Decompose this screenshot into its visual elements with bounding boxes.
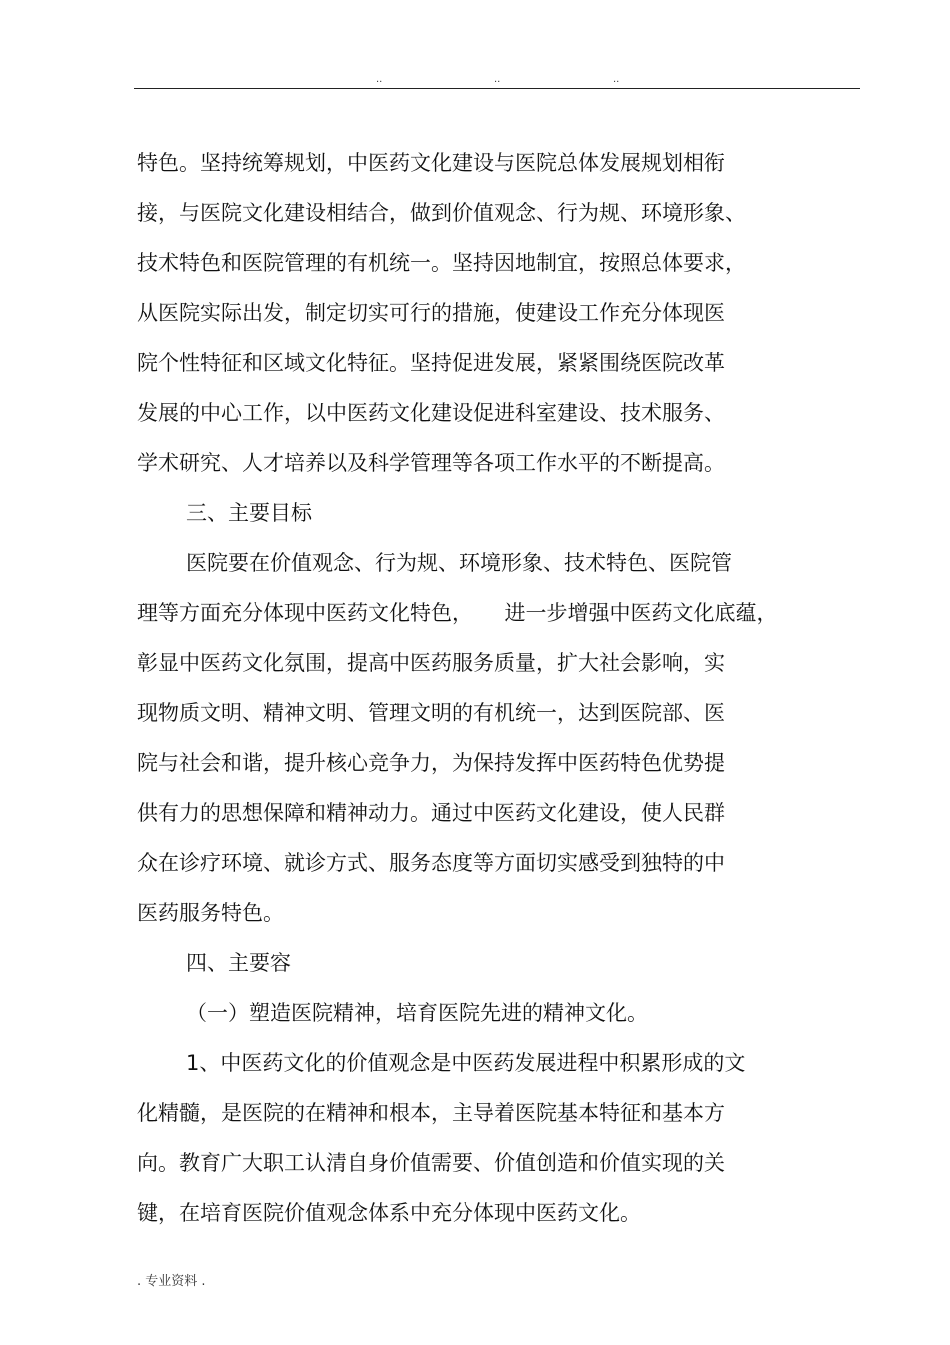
subsection-heading: （一）塑造医院精神，培育医院先进的精神文化。 — [186, 1001, 648, 1025]
body-line: 彰显中医药文化氛围，提高中医药服务质量，扩大社会影响，实 — [137, 651, 725, 675]
header-dot-2: .. — [494, 74, 501, 85]
body-line: 理等方面充分体现中医药文化特色， 进一步增强中医药文化底蕴， — [137, 601, 778, 625]
body-line: 化精髓，是医院的在精神和根本，主导着医院基本特征和基本方 — [137, 1101, 725, 1125]
body-line: 众在诊疗环境、就诊方式、服务态度等方面切实感受到独特的中 — [137, 851, 725, 875]
section-heading-goals: 三、主要目标 — [186, 501, 312, 525]
body-line: 从医院实际出发，制定切实可行的措施，使建设工作充分体现医 — [137, 301, 725, 325]
body-line: 医院要在价值观念、行为规、环境形象、技术特色、医院管 — [186, 551, 732, 575]
body-line: 技术特色和医院管理的有机统一。坚持因地制宜，按照总体要求， — [137, 251, 746, 275]
body-line: 键，在培育医院价值观念体系中充分体现中医药文化。 — [137, 1201, 641, 1225]
body-line: 特色。坚持统筹规划，中医药文化建设与医院总体发展规划相衔 — [137, 151, 725, 175]
page-header-dots — [0, 74, 950, 86]
body-line: 1、中医药文化的价值观念是中医药发展进程中积累形成的文 — [186, 1051, 746, 1075]
body-line: 发展的中心工作，以中医药文化建设促进科室建设、技术服务、 — [137, 401, 725, 425]
body-line: 院与社会和谐，提升核心竞争力，为保持发挥中医药特色优势提 — [137, 751, 725, 775]
body-line: 供有力的思想保障和精神动力。通过中医药文化建设，使人民群 — [137, 801, 725, 825]
body-line: 医药服务特色。 — [137, 901, 284, 925]
section-heading-content: 四、主要容 — [186, 951, 291, 975]
body-line: 学术研究、人才培养以及科学管理等各项工作水平的不断提高。 — [137, 451, 725, 475]
body-line: 接，与医院文化建设相结合，做到价值观念、行为规、环境形象、 — [137, 201, 746, 225]
body-line: 院个性特征和区域文化特征。坚持促进发展，紧紧围绕医院改革 — [137, 351, 725, 375]
header-dot-3: .. — [613, 74, 620, 85]
body-line: 向。教育广大职工认清自身价值需要、价值创造和价值实现的关 — [137, 1151, 725, 1175]
header-dot-1: .. — [376, 74, 383, 85]
header-rule — [134, 88, 860, 89]
body-line: 现物质文明、精神文明、管理文明的有机统一，达到医院部、医 — [137, 701, 725, 725]
page-footer: . 专业资料 . — [137, 1274, 206, 1289]
